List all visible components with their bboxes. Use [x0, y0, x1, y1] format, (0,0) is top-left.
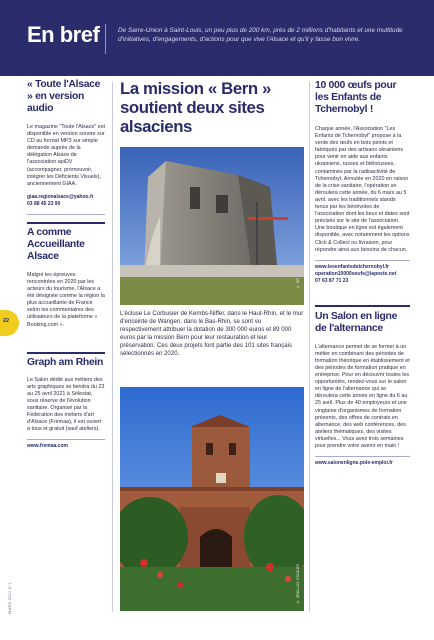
section-top-rule	[27, 74, 105, 76]
article-title-tchernobyl: 10 000 œufs pour les Enfants de Tchernobyl !	[315, 80, 397, 115]
right-column	[315, 74, 410, 467]
section-top-rule	[27, 352, 105, 354]
article-end-rule	[27, 214, 105, 215]
article-title-alternance: Un Salon en ligne de l'alternance	[315, 310, 398, 334]
photo-mur-wangen	[120, 387, 304, 611]
page-number: 22	[3, 318, 10, 324]
article-title-accueillante: A comme Accueillante Alsace	[27, 226, 85, 262]
tower-illustration	[120, 387, 304, 611]
article-body-tchernobyl: Chaque année, l'Association "Les Enfants de Tchernobyl" propose à la vente des œufs en bois peints et fabriqués par des artisans ukrainiens pour venir en aide aux enfants ukrainiens, russes et biélorusses, contaminés par la radioactivité de Tchernobyl. Annulée en 2020 en raison de la crise sanitaire, l'opération se déroulera cette année, du 6 mars au 5 avril, avec les traditionnels stands tenus par les bénévoles de l'association dont les lieux et dates sont précisés sur le site de l'association. Une boutique en ligne est également disponible, avec notamment les options Click & Collect ou livraison, pour répondre ainsi aux besoins de chacun.	[315, 126, 410, 253]
contact-email[interactable]: operation10000oeufs@laposte.net	[315, 270, 397, 277]
article-end-rule	[315, 456, 410, 457]
photo-ecluse-kembs	[120, 147, 304, 305]
section-title: En bref	[27, 22, 100, 47]
issue-label: MARS 2021 N°1	[8, 582, 12, 614]
photo-credit: © DR	[296, 278, 300, 289]
article-title-graph: Graph am Rhein	[27, 356, 104, 368]
contact-phone: 03 88 45 23 90	[27, 200, 61, 207]
article-body-alternance: L'alternance permet de se former à un métier en combinant des périodes de formation théorique en établissement et des périodes de formation pratique en entreprise. Pour en découvrir toutes les opportunités, rendez-vous sur le salon en ligne de l'alternance qui se déroulera cette année en ligne du 6 au 25 avril. Plus de 40 employeurs et une vingtaine d'organismes de formation présents, des offres de contrats en alternance, des web conférences, des ateliers thématiques, des visites virtuelles... Vous avez trois semaines pour prendre votre avenir en main !	[315, 343, 410, 449]
section-top-rule	[315, 305, 410, 307]
photo-credit: © JEAN-LUC STADLER	[296, 564, 300, 604]
section-top-rule	[120, 74, 304, 76]
header-divider	[105, 24, 106, 54]
article-end-rule	[315, 260, 410, 261]
website-link[interactable]: www.fremaa.com	[27, 443, 68, 450]
column-divider-left	[112, 82, 113, 612]
website-link[interactable]: www.lesenfantsdetchernobyl.fr	[315, 263, 389, 270]
lock-building-illustration	[120, 147, 304, 305]
middle-column	[120, 74, 304, 136]
article-title-audio: « Toute l'Alsace » en version audio	[27, 79, 101, 114]
section-top-rule	[315, 74, 410, 76]
contact-phone: 07 63 87 71 23	[315, 277, 349, 284]
column-divider-right	[309, 82, 310, 612]
header-banner	[0, 0, 434, 76]
contact-email[interactable]: giaa.regionalsace@yahoo.fr	[27, 193, 94, 200]
website-link[interactable]: www.salonenligne.pole-emploi.fr	[315, 460, 393, 467]
article-end-rule	[27, 439, 105, 440]
article-body-accueillante: Malgré les épreuves rencontrées en 2020 par les acteurs du tourisme, l'Alsace a été désignée comme la région la plus accueillante de France selon les commentaires des utilisateurs de la plateforme « Booking.com ».	[27, 271, 105, 328]
header-intro: De Sarre-Union à Saint-Louis, un peu plus de 200 km, près de 2 millions d'habitants et une multitude d'initiatives, d'engagements, d'actions pour que vive l'Alsace et qu'il y fasse bon vivre.	[118, 27, 403, 43]
main-article-body: L'écluse Le Corbusier de Kembs-Niffer, dans le Haut-Rhin, et le mur d'enceinte de Wangen, dans le Bas-Rhin, se sont vu respectivement attribuer la dotation de 300 000 euros et 89 000 euros par la mission Bern pour leur restauration et leur préservation. Ces deux projets font partie des 101 sites français sélectionnés en 2020.	[120, 310, 304, 357]
article-body-audio: Le magazine "Toute l'Alsace" est disponible en version sonore sur CD au format MP3 sur simple demande auprès de la délégation Alsace de l'association apiDV (accompagner, promouvoir, intégrer les Déficients Visuels), anciennement GIAA.	[27, 124, 105, 187]
article-body-graph: Le Salon dédié aux métiers des arts graphiques se tiendra du 23 au 25 avril 2021 à Sélestat, sous réserve de l'évolution sanitaire. Organisé par la Fédération des métiers d'art d'Alsace (Frémaa), il est ouvert à tous et gratuit (sauf ateliers).	[27, 376, 105, 433]
section-top-rule	[27, 222, 105, 224]
main-article-title: La mission « Bern » soutient deux sites alsaciens	[120, 79, 271, 136]
left-column	[27, 74, 105, 450]
